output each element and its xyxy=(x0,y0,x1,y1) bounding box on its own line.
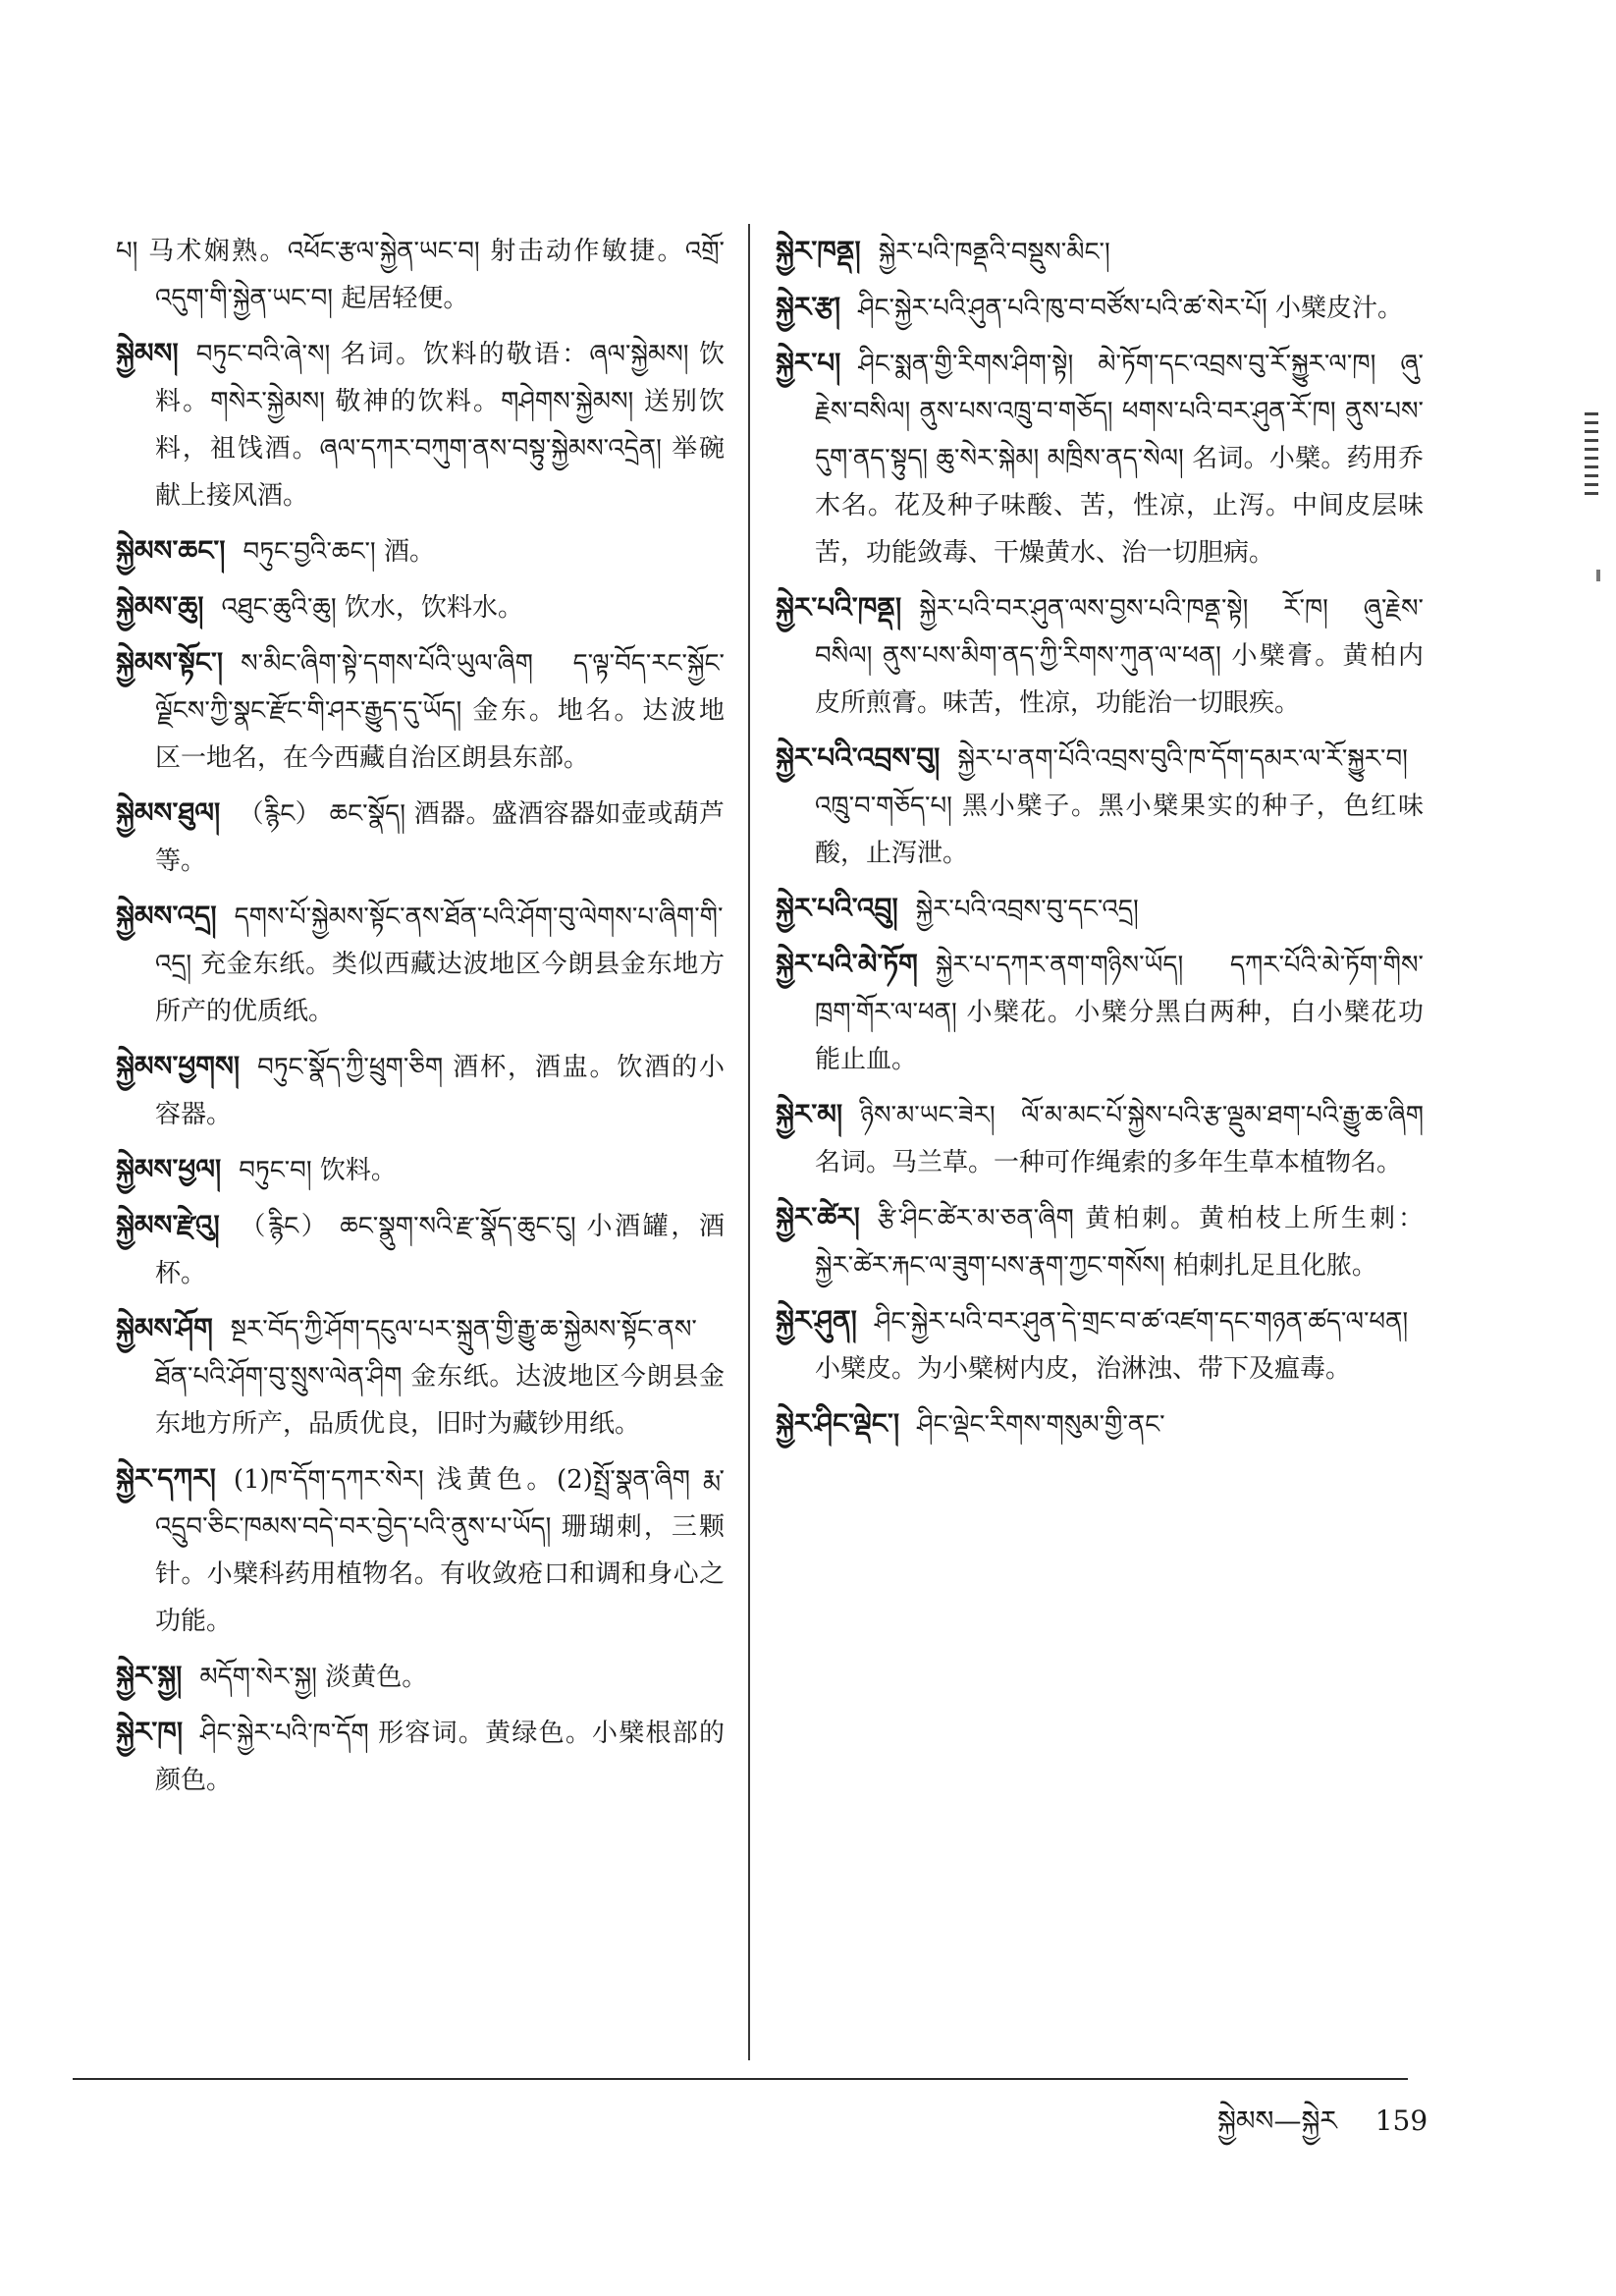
dictionary-entry xyxy=(116,1202,725,1297)
entry-headword: སྐྱེར་དཀར། xyxy=(116,1462,216,1495)
entry-headword: སྐྱེར་པའི་འབྲུ། xyxy=(776,892,898,924)
dictionary-entry xyxy=(116,1305,725,1448)
footer-rule xyxy=(73,2078,1408,2080)
dictionary-entry xyxy=(116,1709,725,1804)
entry-headword: སྐྱེར་ཁནྡ། xyxy=(776,235,861,267)
entry-definition: སྔར་བོད་ཀྱི་ཤོག་དངུལ་པར་སྐྲུན་གྱི་རྒྱུ་ཆ་སྐྱེམས་སྟོང་ནས་ཐོན་པའི་ཤོག་བུ་སྲུས་ལེན་ཤིག 金东纸。达波地区今朗县金东地方所产，品质优良，旧时为藏钞用纸。 xyxy=(155,1315,725,1439)
dictionary-entry xyxy=(116,790,725,885)
entry-definition: བཏུང་བ། 饮料。 xyxy=(239,1156,397,1185)
entry-definition: ས་མིང་ཞིག་སྟེ་དགས་པོའི་ཡུལ་ཞིག ད་ལྟ་བོད་རང་སྐྱོང་ལྗོངས་ཀྱི་སྣང་རྫོང་གི་ཤར་རྒྱུད་དུ་ཡོད། 金东。地名。达波地区一地名，在今西藏自治区朗县东部。 xyxy=(155,649,725,773)
entry-headword: སྐྱེར་པའི་ཁནྡ། xyxy=(776,591,902,624)
dictionary-entry xyxy=(116,527,725,575)
page-number: 159 xyxy=(1374,2105,1428,2137)
dictionary-entry xyxy=(776,1297,1424,1393)
dictionary-entry xyxy=(776,584,1424,727)
entry-headword: སྐྱེམས་རྫེའུ། xyxy=(116,1209,220,1241)
page-edge-marks xyxy=(1585,412,1602,550)
entry-definition: བཏུང་སྣོད་ཀྱི་ཕྲུག་ཅིག 酒杯，酒盅。饮酒的小容器。 xyxy=(155,1053,725,1129)
entry-headword: སྐྱེམས་སྟོང་། xyxy=(116,646,224,679)
dictionary-entry xyxy=(776,284,1424,332)
dictionary-entry xyxy=(776,735,1424,877)
entry-definition: པ། 马术娴熟。འཕོང་རྩལ་སྐྱེན་ཡང་བ། 射击动作敏捷。འགྲོ་འདུག་གི་སྐྱེན་ཡང་བ། 起居轻便。 xyxy=(116,237,725,313)
dictionary-entry xyxy=(776,941,1424,1083)
entry-definition: བཏུང་བའི་ཞེ་ས། 名词。饮料的敬语：ཞལ་སྐྱེམས། 饮料。གསེར་སྐྱེམས། 敬神的饮料。གཤེགས་སྐྱེམས། 送别饮料，祖饯酒。ཞལ་དཀར་བཀུག་ནས་བསྟུ་སྐྱེམས་འདྲེན། 举碗献上接风酒。 xyxy=(155,340,725,511)
entry-headword: སྐྱེར་མ། xyxy=(776,1098,843,1130)
dictionary-entry xyxy=(776,228,1424,276)
entry-definition: སྐྱེར་པའི་བར་ཤུན་ལས་བྱས་པའི་ཁནྡ་སྟེ། རོ་ཁ། ཞུ་རྗེས་བསིལ། ནུས་པས་མིག་ནད་ཀྱི་རིགས་ཀུན་ལ་ཕན། 小檗膏。黄柏内皮所煎膏。味苦，性凉，功能治一切眼疾。 xyxy=(815,594,1424,718)
edge-dot xyxy=(1596,570,1600,581)
dictionary-entry xyxy=(116,330,725,519)
page-footer xyxy=(1217,2102,1427,2141)
column-divider xyxy=(748,224,750,2060)
entry-headword: སྐྱེམས་ཕྱལ། xyxy=(116,1153,222,1185)
entry-headword: སྐྱེམས་ཤོག xyxy=(116,1312,213,1344)
entry-definition: (1)ཁ་དོག་དཀར་སེར། 浅黄色。(2)སྤྲོ་སྣན་ཞིག རྨ་འདྲུབ་ཅིང་ཁམས་བདེ་བར་བྱེད་པའི་ནུས་པ་ཡོད། 珊瑚刺，三颗针。小檗科药用植物名。有收敛疮口和调和身心之功能。 xyxy=(155,1465,725,1636)
entry-definition: སྐྱེར་པ་ནག་པོའི་འབྲས་བུའི་ཁ་དོག་དམར་ལ་རོ་སྐྱུར་བ། འཁྲུ་བ་གཅོད་པ། 黑小檗子。黑小檗果实的种子，色红味酸，止泻泄。 xyxy=(815,744,1424,868)
entry-definition: ཤིང་སྐྱེར་པའི་ཤུན་པའི་ཁུ་བ་བཙོས་པའི་ཚ་སེར་པོ། 小檗皮汁。 xyxy=(858,294,1404,323)
entry-definition: （རྙིང） ཆང་སྣུག་སའི་རྫ་སྣོད་ཆུང་ངུ། 小酒罐，酒杯。 xyxy=(155,1212,725,1288)
dictionary-entry xyxy=(116,583,725,631)
dictionary-entry xyxy=(776,1194,1424,1289)
entry-headword: སྐྱེར་རྩ། xyxy=(776,291,841,323)
dictionary-entry xyxy=(776,1400,1424,1449)
entry-definition: ཉིས་མ་ཡང་ཟེར། ལོ་མ་མང་པོ་སྐྱེས་པའི་རྩ་ལྡུམ་ཐག་པའི་རྒྱུ་ཆ་ཞིག 名词。马兰草。一种可作绳索的多年生草本植物名。 xyxy=(815,1101,1424,1177)
entry-headword: སྐྱེམས་ཕྱགས། xyxy=(116,1050,241,1082)
entry-definition: ཤིང་སྨན་གྱི་རིགས་ཤིག་སྟེ། མེ་ཏོག་དང་འབྲས་བུ་རོ་སྐྱུར་ལ་ཁ། ཞུ་རྗེས་བསིལ། ནུས་པས་འཁྲུ་བ་གཅོད། ཕགས་པའི་བར་ཤུན་རོ་ཁ། ནུས་པས་དུག་ནད་སྟུད། ཆུ་སེར་སྐེམ། མཁྲིས་ནད་སེལ། 名词。小檗。药用乔木名。花及种子味酸、苦，性凉，止泻。中间皮层味苦，功能敛毒、干燥黄水、治一切胆病。 xyxy=(815,350,1424,568)
right-column xyxy=(776,228,1424,1456)
entry-headword: སྐྱེར་ཤུན། xyxy=(776,1304,857,1337)
entry-headword: སྐྱེར་སྐྱ། xyxy=(116,1660,183,1692)
entry-definition: དགས་པོ་སྐྱེམས་སྟོང་ནས་ཐོན་པའི་ཤོག་བུ་ལེགས་པ་ཞིག་གི་འདྲ། 充金东纸。类似西藏达波地区今朗县金东地方所产的优质纸。 xyxy=(155,902,725,1026)
entry-definition: ཤིང་སྐྱེར་པའི་བར་ཤུན་དེ་གྲང་བ་ཚ་འཛག་དང་གཉན་ཚད་ལ་ཕན། 小檗皮。为小檗树内皮，治淋浊、带下及瘟毒。 xyxy=(815,1307,1409,1384)
dictionary-entry xyxy=(116,1653,725,1701)
entry-headword: སྐྱེར་པ། xyxy=(776,347,841,379)
dictionary-entry xyxy=(116,1146,725,1194)
dictionary-entry xyxy=(116,228,725,322)
entry-definition: འཐུང་ཆུའི་ཆུ། 饮水，饮料水。 xyxy=(221,593,523,623)
entry-definition: སྐྱེར་པའི་ཁནྡའི་བསྡུས་མིང་། xyxy=(878,238,1110,267)
dictionary-entry xyxy=(116,1455,725,1645)
entry-definition: རྩི་ཤིང་ཚེར་མ་ཅན་ཞིག 黄柏刺。黄柏枝上所生刺：སྐྱེར་ཚེར་རྐང་ལ་ཟུག་པས་རྣག་ཀྱང་གསོས། 柏刺扎足且化脓。 xyxy=(815,1204,1424,1281)
entry-headword: སྐྱེམས་ཆང་། xyxy=(116,534,226,567)
entry-definition: སྐྱེར་པ་དཀར་ནག་གཉིས་ཡོད། དཀར་པོའི་མེ་ཏོག་གིས་ཁྲག་གོར་ལ་ཕན། 小檗花。小檗分黑白两种，白小檗花功能止血。 xyxy=(815,951,1424,1074)
dictionary-entry xyxy=(776,340,1424,576)
entry-definition: སྐྱེར་པའི་འབྲས་བུ་དང་འདྲ། xyxy=(915,895,1139,924)
dictionary-entry xyxy=(776,1091,1424,1186)
dictionary-entry xyxy=(116,893,725,1035)
dictionary-entry xyxy=(116,1043,725,1138)
entry-headword: སྐྱེར་ཚེར། xyxy=(776,1201,860,1233)
left-column xyxy=(116,228,725,1812)
entry-headword: སྐྱེར་པའི་འབྲས་བུ། xyxy=(776,741,941,774)
entry-headword: སྐྱེར་ཤིང་ལྡེང་། xyxy=(776,1407,900,1440)
entry-definition: ཤིང་སྐྱེར་པའི་ཁ་དོག 形容词。黄绿色。小檗根部的颜色。 xyxy=(155,1719,725,1795)
entry-definition: （རྙིང） ཆང་སྣོད། 酒器。盛酒容器如壶或葫芦等。 xyxy=(155,799,725,876)
entry-definition: བཏུང་བྱའི་ཆང་། 酒。 xyxy=(242,537,435,567)
running-guide-words: སྐྱེམས—སྐྱེར xyxy=(1217,2105,1337,2137)
entry-headword: སྐྱེར་པའི་མེ་ཏོག xyxy=(776,948,918,980)
entry-definition: མདོག་སེར་སྐྱ། 淡黄色。 xyxy=(199,1663,428,1692)
entry-headword: སྐྱེམས་ཐུལ། xyxy=(116,796,221,829)
entry-definition: ཤིང་ལྡེང་རིགས་གསུམ་གྱི་ནང་ xyxy=(917,1410,1165,1440)
dictionary-entry xyxy=(776,885,1424,933)
entry-headword: སྐྱེམས་འདྲ། xyxy=(116,900,217,932)
entry-headword: སྐྱེམས། xyxy=(116,337,179,369)
entry-headword: སྐྱེར་ཁ། xyxy=(116,1716,184,1748)
entry-headword: སྐྱེམས་ཆུ། xyxy=(116,590,204,623)
dictionary-entry xyxy=(116,639,725,782)
